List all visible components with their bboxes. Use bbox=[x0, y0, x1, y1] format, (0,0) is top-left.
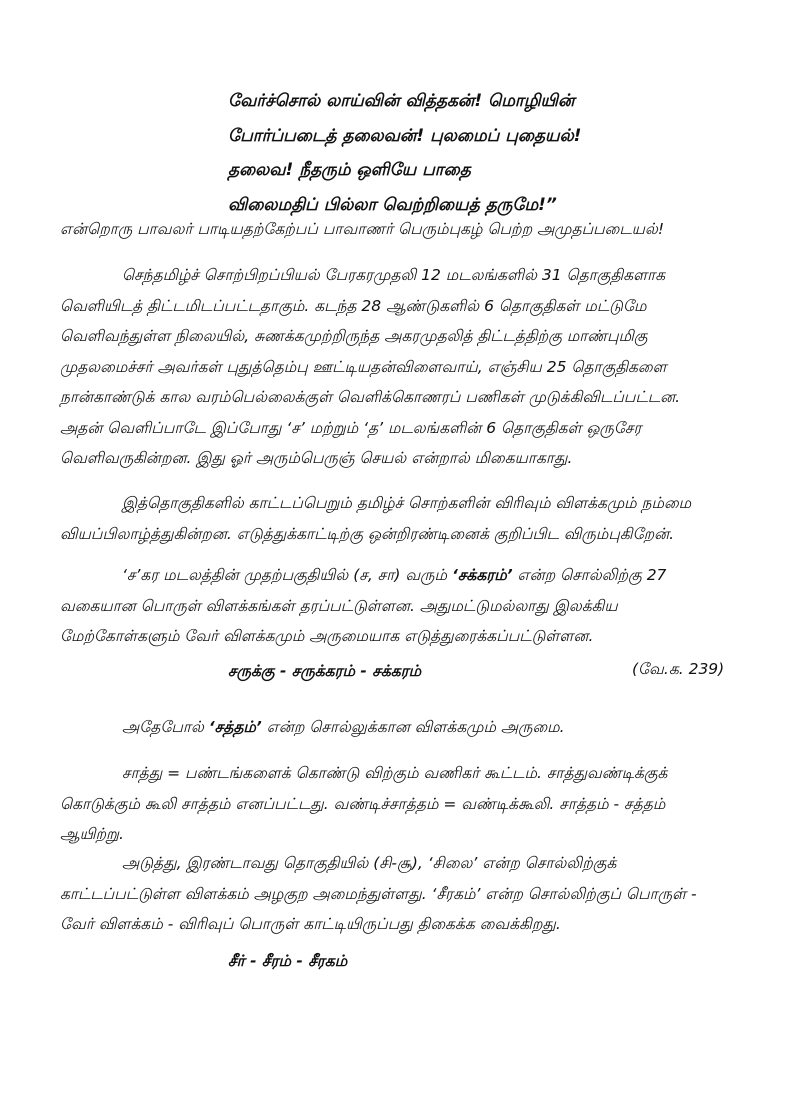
verse-line: போர்ப்படைத் தலைவன்! புலமைப் புதையல்! bbox=[228, 125, 582, 146]
paragraph-5 bbox=[60, 758, 750, 850]
paragraph-line bbox=[60, 560, 750, 591]
derivation-line: சீர் - சீரம் - சீரகம் bbox=[228, 952, 348, 970]
paragraph-line: வியப்பிலாழ்த்துகின்றன. எடுத்துக்காட்டிற்கு ஒன்றிரண்டினைக் குறிப்பிட விரும்புகிறேன். bbox=[60, 524, 675, 543]
paragraph-line: ஆயிற்று. bbox=[60, 825, 124, 843]
paragraph-text: என்ற சொல்லிற்கு 27 bbox=[512, 566, 667, 584]
paragraph-line: வகையான பொருள் விளக்கங்கள் தரப்பட்டுள்ளன. அதுமட்டுமல்லாது இலக்கிய bbox=[60, 596, 618, 615]
paragraph-text: அதேபோல் bbox=[122, 718, 209, 736]
paragraph-line: வெளியிடத் திட்டமிடப்பட்டதாகும். கடந்த 28 ஆண்டுகளில் 6 தொகுதிகள் மட்டுமே bbox=[60, 296, 647, 315]
paragraph-line: இத்தொகுதிகளில் காட்டப்பெறும் தமிழ்ச் சொற்களின் விரிவும் விளக்கமும் நம்மை bbox=[122, 494, 692, 512]
paragraph-line: சாத்து = பண்டங்களைக் கொண்டு விற்கும் வணிகர் கூட்டம். சாத்துவண்டிக்குக் bbox=[122, 764, 668, 782]
paragraph-line: வேர் விளக்கம் - விரிவுப் பொருள் காட்டியிருப்பது திகைக்க வைக்கிறது. bbox=[60, 915, 561, 933]
paragraph-line: நான்காண்டுக் கால வரம்பெல்லைக்குள் வெளிக்கொணரப் பணிகள் முடுக்கிவிடப்பட்டன. bbox=[60, 388, 681, 406]
citation: (வே.க. 239) bbox=[632, 660, 725, 678]
paragraph-line: அடுத்து, இரண்டாவது தொகுதியில் (சி-சூ), ‘சிலை’ என்ற சொல்லிற்குக் bbox=[122, 854, 617, 872]
verse-line: தலைவ! நீதரும் ஒளியே பாதை bbox=[228, 160, 471, 180]
paragraph-line: மேற்கோள்களும் வேர் விளக்கமும் அருமையாக எடுத்துரைக்கப்பட்டுள்ளன. bbox=[60, 627, 594, 645]
paragraph-text: என்ற சொல்லுக்கான விளக்கமும் அருமை. bbox=[261, 718, 565, 736]
paragraph-line: காட்டப்பட்டுள்ள விளக்கம் அழகுற அமைந்துள்ளது. ‘சீரகம்’ என்ற சொல்லிற்குப் பொருள் - bbox=[60, 884, 697, 903]
paragraph-3 bbox=[60, 560, 750, 652]
verse-block bbox=[228, 84, 688, 222]
paragraph-line: செந்தமிழ்ச் சொற்பிறப்பியல் பேரகரமுதலி 12 மடலங்களில் 31 தொகுதிகளாக bbox=[122, 266, 666, 284]
paragraph-2 bbox=[60, 488, 750, 549]
paragraph-line: முதலமைச்சர் அவர்கள் புதுத்தெம்பு ஊட்டியதன்விளைவாய், எஞ்சிய 25 தொகுதிகளை bbox=[60, 357, 667, 376]
verse-line: விலைமதிப் பில்லா வெற்றியைத் தருமே!” bbox=[228, 194, 557, 215]
paragraph-line: கொடுக்கும் கூலி சாத்தம் எனப்பட்டது. வண்டிச்சாத்தம் = வண்டிக்கூலி. சாத்தம் - சத்தம் bbox=[60, 794, 666, 813]
intro-paragraph bbox=[60, 214, 750, 245]
paragraph-line bbox=[60, 712, 750, 743]
paragraph-4 bbox=[60, 712, 750, 743]
paragraph-6 bbox=[60, 848, 750, 940]
paragraph-text: ‘ச’கர மடலத்தின் முதற்பகுதியில் (ச, சா) வரும் bbox=[122, 566, 452, 584]
highlighted-word: ‘சக்கரம்’ bbox=[451, 566, 513, 584]
paragraph-1 bbox=[60, 260, 750, 474]
paragraph-line: அதன் வெளிப்பாடே இப்போது ‘ச’ மற்றும் ‘த’ மடலங்களின் 6 தொகுதிகள் ஒருசேர bbox=[60, 418, 642, 437]
verse-line: வேர்ச்சொல் லாய்வின் வித்தகன்! மொழியின் bbox=[228, 91, 575, 111]
intro-text: என்றொரு பாவலர் பாடியதற்கேற்பப் பாவாணர் பெரும்புகழ் பெற்ற அமுதப்படையல்! bbox=[60, 220, 665, 238]
highlighted-word: ‘சத்தம்’ bbox=[208, 718, 262, 736]
paragraph-line: வெளிவருகின்றன. இது ஓர் அரும்பெருஞ் செயல் என்றால் மிகையாகாது. bbox=[60, 449, 573, 467]
paragraph-line: வெளிவந்துள்ள நிலையில், சுணக்கமுற்றிருந்த அகரமுதலித் திட்டத்திற்கு மாண்புமிகு bbox=[60, 327, 648, 345]
derivation-line: சருக்கு - சருக்கரம் - சக்கரம் bbox=[228, 662, 422, 680]
